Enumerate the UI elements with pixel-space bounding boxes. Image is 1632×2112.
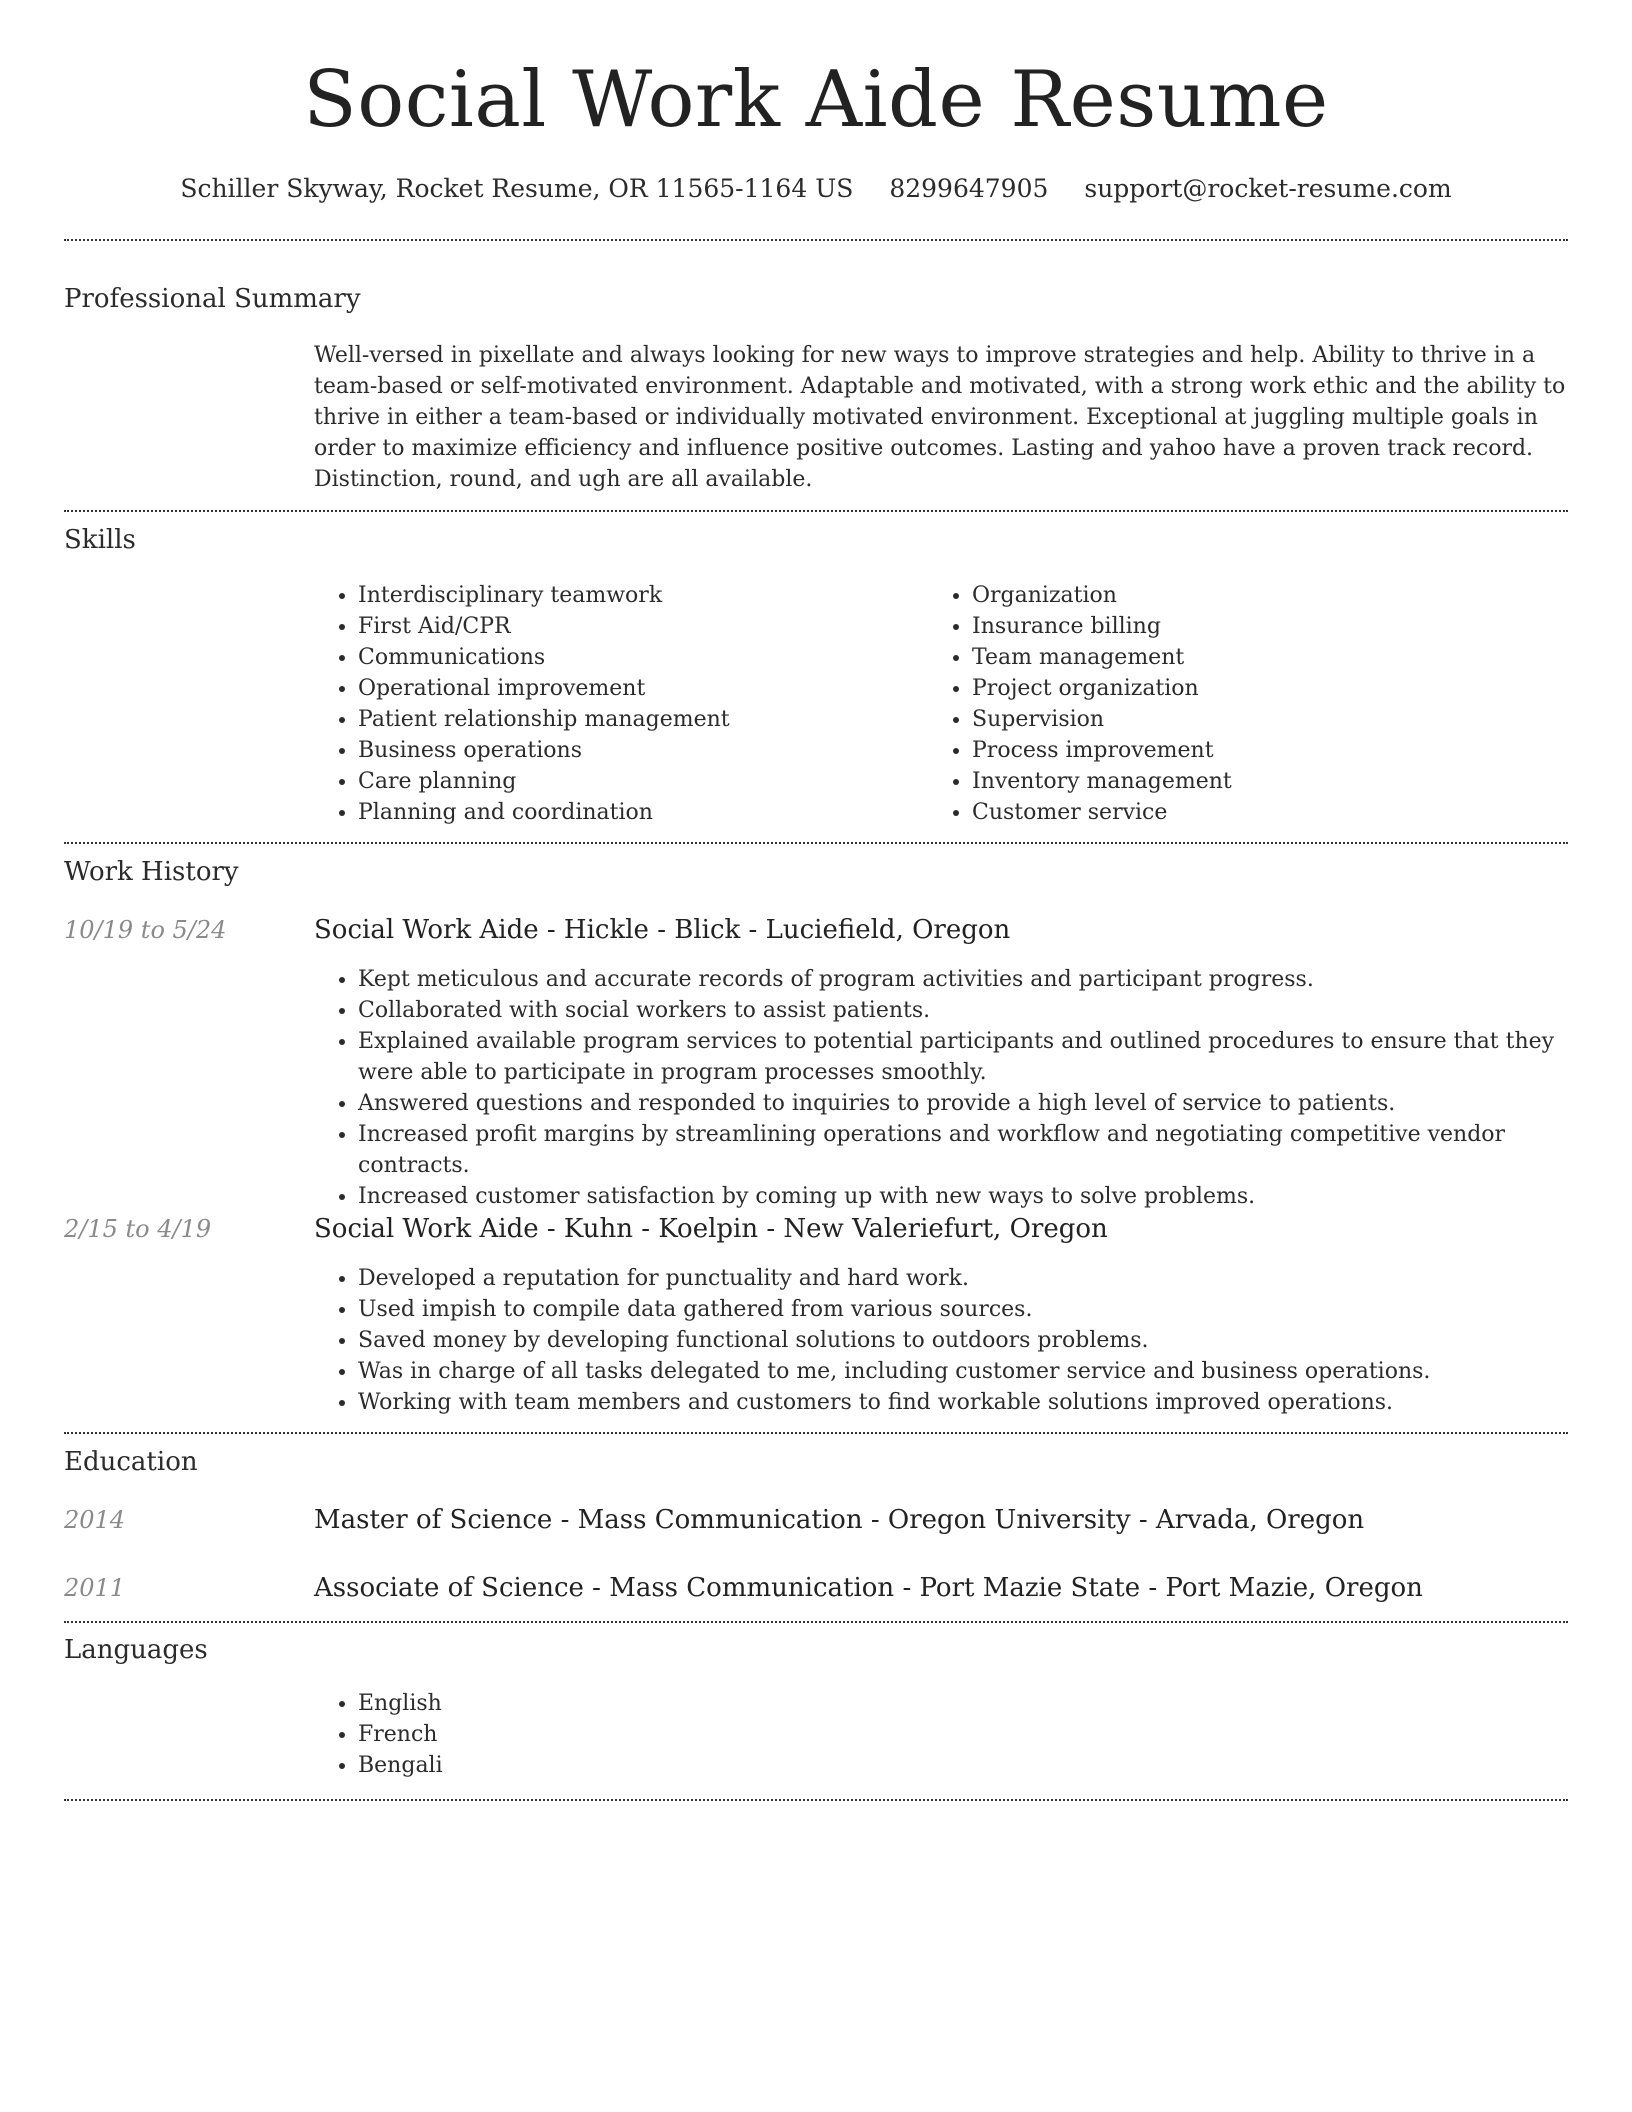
- skill-item: • Organization: [972, 580, 1528, 611]
- skill-item: • Business operations: [358, 735, 914, 766]
- job-bullet: • Collaborated with social workers to assist patients.: [358, 995, 1568, 1026]
- skill-item: • Care planning: [358, 766, 914, 797]
- job-heading: Social Work Aide - Hickle - Blick - Luciefield, Oregon: [314, 915, 1011, 945]
- job-bullet: • Explained available program services to potential participants and outlined procedures to ensure that they were able to participate in program processes smoothly.: [358, 1026, 1568, 1088]
- job-bullet: • Used impish to compile data gathered from various sources.: [358, 1294, 1568, 1325]
- section-divider: [64, 1621, 1568, 1623]
- skills-column-right: [928, 580, 1528, 828]
- job-bullet: • Answered questions and responded to inquiries to provide a high level of service to patients.: [358, 1088, 1568, 1119]
- skill-item: • Patient relationship management: [358, 704, 914, 735]
- contact-email: support@rocket-resume.com: [1084, 174, 1452, 203]
- education-year: 2014: [64, 1506, 126, 1534]
- language-item: • French: [358, 1719, 1568, 1750]
- work-heading: Work History: [64, 857, 239, 887]
- section-divider: [64, 1432, 1568, 1434]
- section-divider: [64, 842, 1568, 844]
- education-heading: Education: [64, 1447, 198, 1477]
- summary-text: Well-versed in pixellate and always looking for new ways to improve strategies and help. Ability to thrive in a team-based or self-motivated environment. Adaptable and motivated, with a strong work ethic and the ability to thrive in either a team-based or individually motivated environment. Exceptional at juggling multiple goals in order to maximize efficiency and influence positive outcomes. Lasting and yahoo have a proven track record. Distinction, round, and ugh are all available.: [314, 343, 1566, 492]
- skill-item: • Team management: [972, 642, 1528, 673]
- job-dates: 2/15 to 4/19: [64, 1215, 212, 1243]
- job-bullet: • Kept meticulous and accurate records of program activities and participant progress.: [358, 964, 1568, 995]
- job-bullet: • Increased profit margins by streamlining operations and workflow and negotiating competitive vendor contracts.: [358, 1119, 1568, 1181]
- job-bullet: • Was in charge of all tasks delegated to me, including customer service and business operations.: [358, 1356, 1568, 1387]
- job-bullet: • Saved money by developing functional solutions to outdoors problems.: [358, 1325, 1568, 1356]
- skill-item: • First Aid/CPR: [358, 611, 914, 642]
- job-bullet: • Developed a reputation for punctuality and hard work.: [358, 1263, 1568, 1294]
- skill-item: • Supervision: [972, 704, 1528, 735]
- job-bullets: [314, 964, 1568, 1212]
- education-year: 2011: [64, 1574, 126, 1602]
- summary-body: [314, 340, 1568, 495]
- job-heading: Social Work Aide - Kuhn - Koelpin - New Valeriefurt, Oregon: [314, 1214, 1108, 1244]
- section-divider: [64, 1799, 1568, 1801]
- skills-column-left: [314, 580, 914, 828]
- skills-heading: Skills: [64, 525, 136, 555]
- skill-item: • Customer service: [972, 797, 1528, 828]
- skill-item: • Operational improvement: [358, 673, 914, 704]
- resume-title: Social Work Aide Resume: [303, 55, 1329, 145]
- contact-phone: 8299647905: [889, 174, 1049, 203]
- education-entry: Associate of Science - Mass Communication - Port Mazie State - Port Mazie, Oregon: [314, 1573, 1423, 1603]
- skill-item: • Insurance billing: [972, 611, 1528, 642]
- contact-address: Schiller Skyway, Rocket Resume, OR 11565-1164 US: [180, 174, 854, 203]
- contact-line: [0, 172, 1632, 206]
- skill-item: • Process improvement: [972, 735, 1528, 766]
- job-bullet: • Working with team members and customers to find workable solutions improved operations.: [358, 1387, 1568, 1418]
- skill-item: • Planning and coordination: [358, 797, 914, 828]
- languages-heading: Languages: [64, 1635, 208, 1665]
- skill-item: • Interdisciplinary teamwork: [358, 580, 914, 611]
- language-item: • English: [358, 1688, 1568, 1719]
- skills-body: [314, 580, 1568, 830]
- job-bullet: • Increased customer satisfaction by coming up with new ways to solve problems.: [358, 1181, 1568, 1212]
- summary-heading: Professional Summary: [64, 284, 361, 314]
- job-bullets: [314, 1263, 1568, 1418]
- education-entry: Master of Science - Mass Communication - Oregon University - Arvada, Oregon: [314, 1505, 1365, 1535]
- job-dates: 10/19 to 5/24: [64, 916, 227, 944]
- skill-item: • Inventory management: [972, 766, 1528, 797]
- section-divider: [64, 510, 1568, 512]
- skill-item: • Communications: [358, 642, 914, 673]
- section-divider: [64, 239, 1568, 241]
- languages-body: [314, 1688, 1568, 1781]
- skill-item: • Project organization: [972, 673, 1528, 704]
- language-item: • Bengali: [358, 1750, 1568, 1781]
